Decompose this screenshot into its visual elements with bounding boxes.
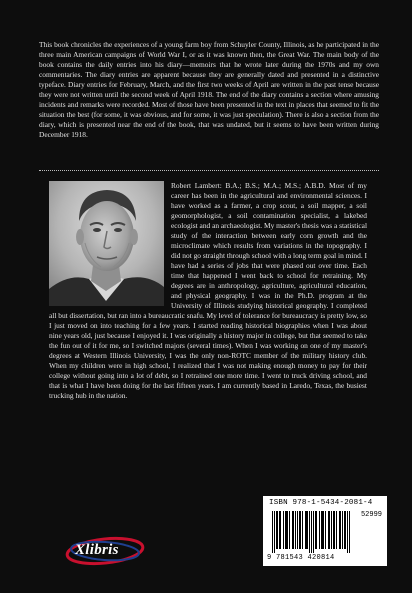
barcode-bar: [316, 511, 317, 549]
barcode-bar: [302, 511, 303, 549]
barcode-bar: [307, 511, 308, 549]
barcode-bar: [345, 511, 346, 549]
barcode-bar: [309, 511, 310, 553]
barcode-bar: [286, 511, 287, 549]
barcode-bar: [342, 511, 343, 549]
barcode-bar: [293, 511, 294, 549]
barcode-bar: [349, 511, 350, 553]
barcode-bar: [333, 511, 334, 549]
barcode-bar: [292, 511, 293, 549]
book-description: This book chronicles the experiences of a young farm boy from Schuyler County, Illinois, as he participated in the three main American campaigns of World War I, or as it was known then, the Great War. The main body of the book contains the daily entries into his diary—memoirs that he wrote later during the 1970s and my own commentaries. The diary entries are apparent because they are generally dated and presented in a distinctive typeface. Diary entries for February, March, and the first two weeks of April are written in the past tense because they were not written until the second week of April 1918. The end of the diary contains a section where amusing incidents and remarks were recorded. Most of those have been presented in the text in places that seemed to fit the situation the best (for some, it was obvious, and for some, it was just speculation). There is also a section from the diary, which is presented near the end of the book, that was undated, but it seems to have been written during December 1918.: [39, 40, 379, 139]
barcode-label: [263, 496, 387, 566]
author-bio: [49, 181, 367, 401]
barcode-bar: [297, 511, 298, 549]
barcode-bar: [295, 511, 296, 549]
barcode-bar: [319, 511, 320, 549]
barcode-bar: [323, 511, 324, 549]
barcode-bar: [277, 511, 278, 549]
ean-barcode: [269, 511, 357, 553]
barcode-bar: [336, 511, 337, 549]
barcode-bar: [321, 511, 322, 549]
barcode-bar: [306, 511, 307, 549]
xlibris-logo-text: Xlibris: [75, 542, 119, 558]
isbn-text: ISBN 978-1-5434-2081-4: [269, 499, 373, 507]
barcode-bar: [299, 511, 300, 549]
barcode-bar: [315, 511, 316, 549]
barcode-bar: [305, 511, 306, 549]
barcode-bar: [347, 511, 348, 553]
price-code: 52999: [360, 511, 382, 519]
barcode-bar: [331, 511, 332, 549]
barcode-number: 9 781543 420814: [267, 554, 335, 562]
barcode-bar: [274, 511, 275, 553]
barcode-bar: [325, 511, 326, 549]
barcode-bar: [328, 511, 329, 549]
barcode-bar: [334, 511, 335, 549]
barcode-bar: [300, 511, 301, 549]
barcode-bar: [329, 511, 330, 549]
xlibris-logo: [65, 536, 155, 566]
barcode-bar: [340, 511, 341, 549]
barcode-bar: [289, 511, 290, 549]
barcode-bar: [272, 511, 273, 553]
dotted-divider: [39, 170, 379, 171]
barcode-bar: [276, 511, 277, 549]
barcode-bar: [279, 511, 280, 549]
barcode-bar: [339, 511, 340, 549]
photo-wrap-spacer: [49, 181, 171, 307]
barcode-bar: [287, 511, 288, 549]
barcode-bar: [322, 511, 323, 549]
barcode-bar: [313, 511, 314, 553]
barcode-bars: [269, 511, 357, 553]
barcode-bar: [344, 511, 345, 549]
author-bio-text: Robert Lambert: B.A.; B.S.; M.A.; M.S.; A.B.D. Most of my career has been in the agricultural and environmental sciences. I have worked as a farmer, a crop scout, a soil mapper, a soil geomorphologist, a soil contamination specialist, a lakebed ecologist and an archaeologist. My master's thesis was a statistical study of the interaction between early corn growth and the microclimate which results from variations in the topography. I did not go straight through school with a long term goal in mind. I have had a series of jobs that were phased out over time. Each time that happened I went back to school for retraining. My degrees are in anthropology, agriculture, agricultural education, and physical geography. I was in the Ph.D. program at the University of Illinois studying historical geography. I completed all but dissertation, but ran into a bureaucratic snafu. My level of tolerance for bureaucracy is pretty low, so I just moved on into teaching for a few years. I started reading historical biographies when I was about nine years old, just because I enjoyed it. I was originally a history major in college, but that seemed to take the fun out of it for me, so I switched majors (several times). When I was working on one of my master's degrees at Western Illinois University, I was the only non-ROTC member of the military history club. When my children were in high school, I realized that I was not making enough money to pay for their college without going into a lot of debt, so I retrained one more time. I went to truck driving school, and that is what I have been doing for the last fifteen years. I am currently based in Laredo, Texas, the busiest trucking hub in the nation.: [49, 181, 367, 400]
barcode-bar: [280, 511, 281, 549]
barcode-bar: [311, 511, 312, 553]
barcode-bar: [285, 511, 286, 549]
barcode-bar: [283, 511, 284, 549]
